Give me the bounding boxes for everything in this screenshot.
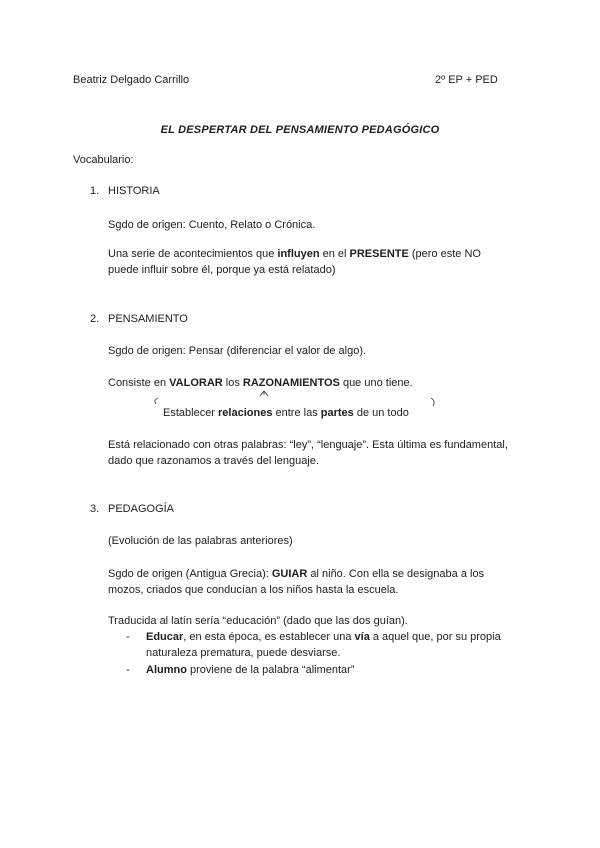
- pedagogia-origin: Sgdo de origen (Antigua Grecia): GUIAR al niño. Con ella se designaba a los mozos, criados que conducían a los niños hasta la escuela.: [108, 568, 485, 596]
- vocab-label: Vocabulario:: [73, 154, 134, 166]
- bullet-dash: -: [126, 631, 130, 643]
- section-heading-pensamiento: 2. PENSAMIENTO: [90, 313, 188, 325]
- pedagogia-translation: Traducida al latín sería “educación” (dado que las dos guían).: [108, 615, 408, 627]
- list-item: Educar, en esta época, es establecer una vía a aquel que, por su propia naturaleza prematura, puede desviarse.: [146, 631, 501, 659]
- pensamiento-subnote: Establecer relaciones entre las partes de un todo: [163, 407, 409, 419]
- section-heading-pedagogia: 3. PEDAGOGÍA: [90, 503, 175, 515]
- historia-definition: Una serie de acontecimientos que influyen en el PRESENTE (pero este NO puede influir sobre él, porque ya está relatado): [108, 248, 481, 276]
- pensamiento-origin: Sgdo de origen: Pensar (diferenciar el valor de algo).: [108, 345, 367, 357]
- section-heading-historia: 1. HISTORIA: [90, 185, 160, 197]
- pedagogia-evolution: (Evolución de las palabras anteriores): [108, 535, 293, 547]
- list-item: Alumno proviene de la palabra “alimentar”: [146, 664, 355, 676]
- page-title: EL DESPERTAR DEL PENSAMIENTO PEDAGÓGICO: [160, 124, 440, 136]
- pensamiento-definition: Consiste en VALORAR los RAZONAMIENTOS que uno tiene.: [108, 377, 413, 389]
- pensamiento-relation: Está relacionado con otras palabras: “ley”, “lenguaje”. Esta última es fundamental, dado que razonamos a través del lenguaje.: [108, 439, 508, 467]
- course-label: 2º EP + PED: [435, 74, 498, 86]
- author-name: Beatriz Delgado Carrillo: [73, 74, 190, 86]
- historia-origin: Sgdo de origen: Cuento, Relato o Crónica.: [108, 219, 316, 231]
- bullet-dash: -: [126, 664, 130, 676]
